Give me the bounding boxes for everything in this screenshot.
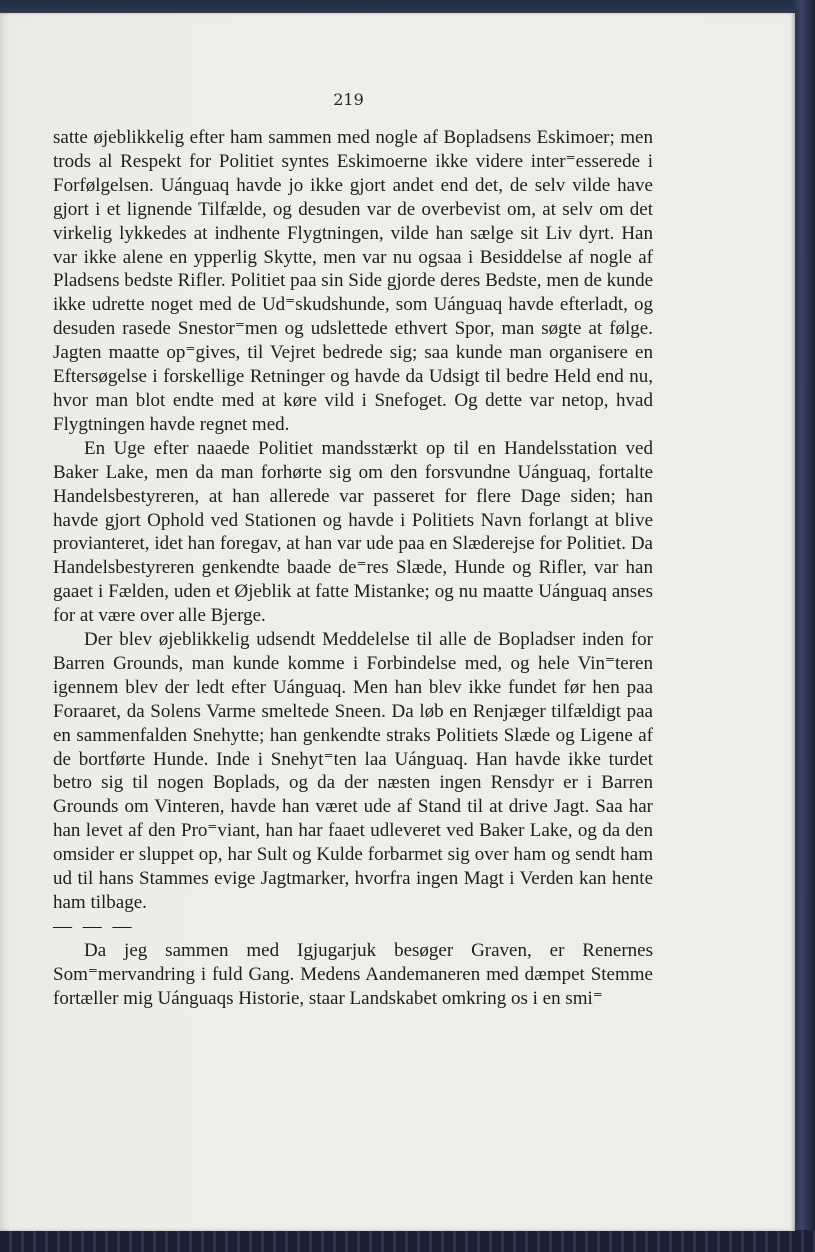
paragraph-grave-visit: Da jeg sammen med Igjugarjuk besøger Graven, er Renernes Som⁼mervandring i fuld Gang. Medens Aandemaneren med dæmpet Stemme fortæller mig Uánguaqs Historie, staar Landskabet omkring os i en smi⁼ [53, 939, 653, 1009]
book-cover-edge-bottom [0, 1230, 815, 1252]
page-number: 219 [333, 90, 364, 109]
paragraph-continuation: satte øjeblikkelig efter ham sammen med nogle af Bopladsens Eskimoer; men trods al Respekt for Politiet syntes Eskimoerne ikke videre inter⁼esserede i Forfølgelsen. Uánguaq havde jo ikke gjort andet end det, de selv vilde have gjort i et lignende Tilfælde, og desuden var de overbevist om, at selv om det virkelig lykkedes at indhente Flygtningen, vilde han sælge sit Liv dyrt. Han var ikke alene en ypperlig Skytte, men var nu ogsaa i Besiddelse af nogle af Pladsens bedste Rifler. Politiet paa sin Side gjorde deres Bedste, men de kunde ikke udrette noget med de Ud⁼skudshunde, som Uánguaq havde efterladt, og desuden rasede Snestor⁼men og udslettede ethvert Spor, man søgte at følge. Jagten maatte op⁼gives, til Vejret bedrede sig; saa kunde man organisere en Eftersøgelse i forskellige Retninger og havde da Udsigt til bedre Held end nu, hvor man blot endte med at køre vild i Snefoget. Og dette var netop, hvad Flygtningen havde regnet med. [53, 127, 653, 435]
body-text [53, 126, 653, 1011]
page-sheet [0, 13, 795, 1231]
paragraph-baker-lake: En Uge efter naaede Politiet mandsstærkt op til en Handelsstation ved Baker Lake, men da man forhørte sig om den forsvundne Uánguaq, fortalte Handelsbestyreren, at han allerede var passeret for flere Dage siden; han havde gjort Ophold ved Stationen og havde i Politiets Navn forlangt at blive provianteret, idet han foregav, at han var ude paa en Slæderejse for Politiet. Da Handelsbestyreren genkendte baade de⁼res Slæde, Hunde og Rifler, var han gaaet i Fælden, uden et Øjeblik at fatte Mistanke; og nu maatte Uánguaq anses for at være over alle Bjerge. [53, 437, 653, 627]
paragraph-search: Der blev øjeblikkelig udsendt Meddelelse til alle de Bopladser inden for Barren Grounds, man kunde komme i Forbindelse med, og hele Vin⁼teren igennem blev der ledt efter Uánguaq. Men han blev ikke fundet før hen paa Foraaret, da Solens Varme smeltede Sneen. Da løb en Renjæger tilfældigt paa en sammenfalden Snehytte; han genkendte straks Politiets Slæde og Ligene af de bortførte Hunde. Inde i Snehyt⁼ten laa Uánguaq. Han havde ikke turdet betro sig til nogen Boplads, og da der næsten ingen Rensdyr er i Barren Grounds om Vinteren, havde han været ude af Stand til at drive Jagt. Saa har han levet af den Pro⁼viant, han har faaet udleveret ved Baker Lake, og da den omsider er sluppet op, har Sult og Kulde forbarmet sig over ham og sendt ham ud til hans Stammes evige Jagtmarker, hvorfra ingen Magt i Verden kan hente ham tilbage. [53, 629, 653, 913]
book-cover-edge-right [793, 0, 815, 1252]
section-separator: — — — [53, 915, 135, 937]
